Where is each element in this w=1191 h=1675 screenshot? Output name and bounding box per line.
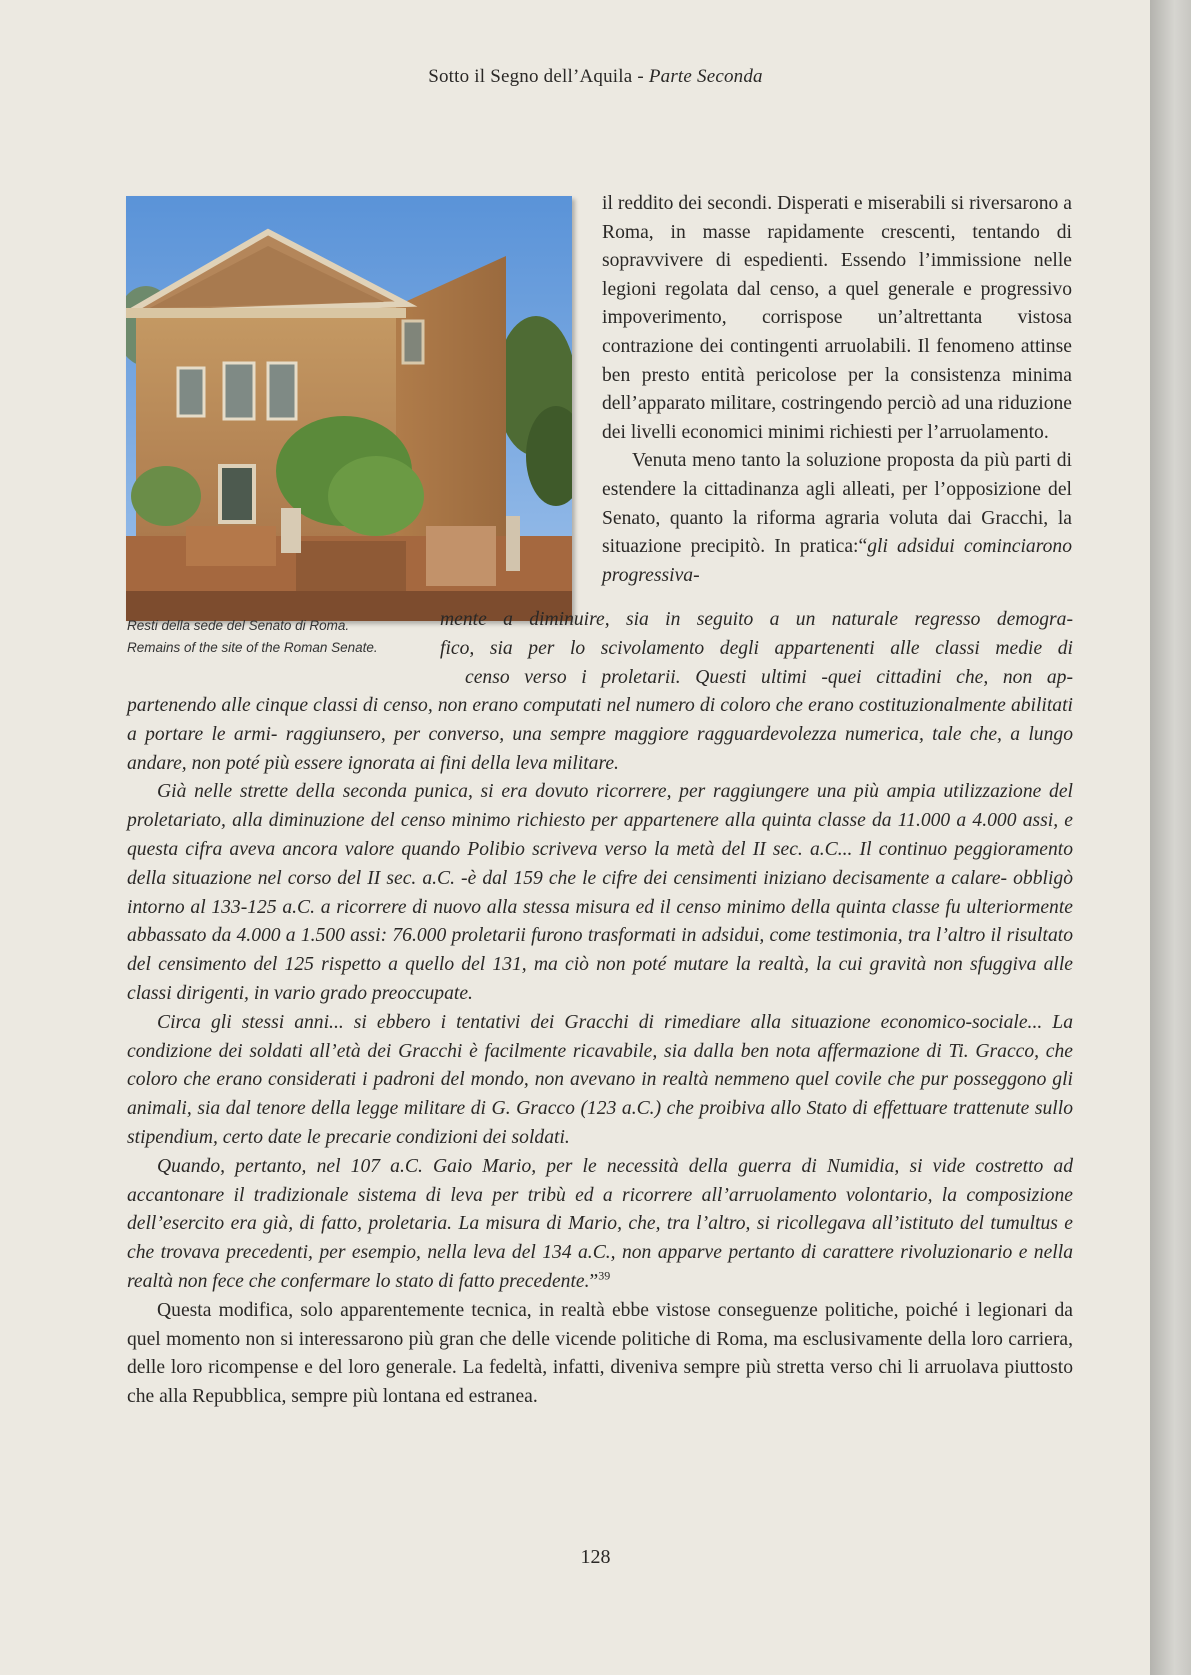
quote-paragraph-1-rest: partenendo alle cinque classi di censo, non erano computati nel numero di coloro che erano costituzionalmente abilitati a portare le armi- raggiunsero, per converso, una sempre maggiore ragguardevolezza numerica, tale che, a lungo andare, non poté più essere ignorata ai fini della leva militare. <box>127 695 1073 774</box>
figure-caption-italian: Resti della sede del Senato di Roma. <box>127 618 350 633</box>
paragraph-continuation: il reddito dei secondi. Disperati e miserabili si riversarono a Roma, in masse rapidamente crescenti, tentando di sopravvivere di espedienti. Essendo l’immissione nelle legioni regolata dal censo, a quel generale e progressivo impoverimento, corrispose un’altrettanta vistosa contrazione dei contingenti arruolabili. Il fenomeno attinse ben presto entità pericolose per la consistenza minima dell’apparato militare, costringendo perciò ad una riduzione dei livelli economici minimi richiesti per l’arruolamento. <box>602 193 1072 443</box>
footnote-reference: 39 <box>598 1268 611 1283</box>
main-text <box>127 692 1073 1412</box>
quote-line-2: fico, sia per lo scivolamento degli appartenenti alle classi medie di <box>440 637 1073 659</box>
quote-paragraph-3: Circa gli stessi anni... si ebbero i tentativi dei Gracchi di rimediare alla situazione economico-sociale... La condizione dei soldati all’età dei Gracchi è facilmente ricavabile, sia dalla ben nota affermazione di Ti. Gracco, che coloro che erano considerati i padroni del mondo, non avevano in realtà nemmeno quel covile che pur posseggono gli animali, sia dal tenore della legge militare di G. Gracco (123 a.C.) che proibiva allo Stato di effettuare trattenute sullo stipendium, certo date le precarie condizioni dei soldati. <box>127 1011 1073 1148</box>
page-gutter-shadow <box>1150 0 1191 1675</box>
figure-caption-english: Remains of the site of the Roman Senate. <box>127 640 378 655</box>
quote-line-3: censo verso i proletarii. Questi ultimi -quei cittadini che, non ap- <box>465 666 1073 688</box>
quote-start: gli adsidui cominciarono progressiva- <box>602 536 1073 586</box>
right-column-text <box>602 190 1072 590</box>
paragraph-venuta-text: Venuta meno tanto la soluzione proposta da più parti di estendere la cittadinanza agli alleati, per l’opposizione del Senato, quanto la riforma agraria voluta dai Gracchi, la situazione precipitò. In pratica:“ <box>602 450 1072 558</box>
paragraph-questa-modifica: Questa modifica, solo apparentemente tecnica, in realtà ebbe vistose conseguenze politiche, poiché i legionari da quel momento non si interessarono più gran che delle vicende politiche di Roma, ma esclusivamente della loro carriera, delle loro ricompense e del loro generale. La fedeltà, infatti, diveniva sempre più stretta verso chi li arruolava piuttosto che alla Repubblica, sempre più lontana ed estranea. <box>127 1299 1073 1408</box>
quote-paragraph-2: Già nelle strette della seconda punica, si era dovuto ricorrere, per raggiungere una più ampia utilizzazione del proletariato, alla diminuzione del censo minimo richiesto per appartenere alla quinta classe da 11.000 a 4.000 assi, e questa cifra aveva ancora valore quando Polibio scriveva verso la metà del II sec. a.C... Il continuo peggioramento della situazione nel corso del II sec. a.C. -è dal 159 che le cifre dei censimenti iniziano decisamente a calare- obbligò intorno al 133-125 a.C. a ricorrere di nuovo alla stessa misura ed il censo minimo della quinta classe fu ulteriormente abbassato da 4.000 a 1.500 assi: 76.000 proletarii furono trasformati in adsidui, come testimonia, tra l’altro il risultato del censimento del 125 rispetto a quello del 131, ma ciò non poté mutare la realtà, la cui gravità non sfuggiva alle classi dirigenti, in vario grado preoccupate. <box>127 781 1073 1004</box>
paragraph-venuta <box>602 447 1072 590</box>
running-header <box>0 66 1191 88</box>
senate-curia-photo <box>126 196 572 621</box>
quote-line-1: mente a diminuire, sia in seguito a un naturale regresso demogra- <box>440 609 1073 630</box>
header-title: Sotto il Segno dell’Aquila <box>428 66 633 87</box>
header-separator: - <box>632 66 649 87</box>
quote-wrap-block <box>127 606 1073 692</box>
quote-paragraph-4-text: Quando, pertanto, nel 107 a.C. Gaio Mario, per le necessità della guerra di Numidia, si vide costretto ad accantonare il tradizionale sistema di leva per tribù ed a ricorrere all’arruolamento volontario, la composizione dell’esercito era già, di fatto, proletaria. La misura di Mario, che, tra l’altro, si ricollegava all’istituto del tumultus e che trovava precedenti, per esempio, nella leva del 134 a.C., non apparve pertanto di carattere rivoluzionario e nella realtà non fece che confermare lo stato di fatto precedente. <box>127 1155 1073 1292</box>
quote-paragraph-4 <box>127 1153 1073 1297</box>
quote-close-mark: ” <box>589 1270 599 1292</box>
curia-illustration <box>126 196 572 621</box>
header-part: Parte Seconda <box>648 66 763 87</box>
page-number: 128 <box>580 1546 611 1568</box>
